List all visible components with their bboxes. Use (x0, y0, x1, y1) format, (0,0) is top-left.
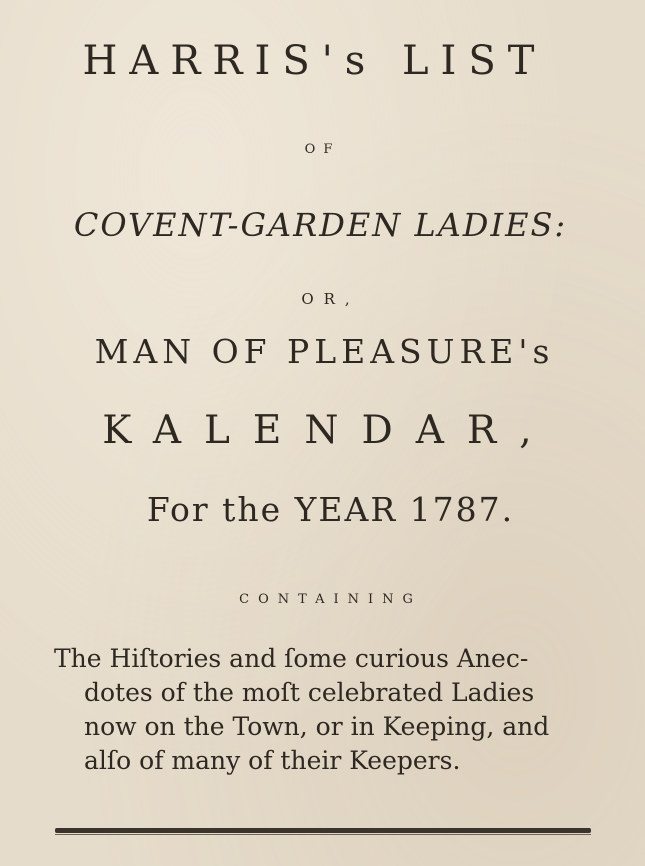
connector-or: OR, (301, 290, 360, 308)
year-line: For the YEAR 1787. (146, 490, 515, 529)
subtitle-italic: COVENT-GARDEN LADIES: (73, 206, 568, 244)
divider-rule-thin (55, 834, 591, 835)
paragraph-line: The Hiſtories and ſome curious Anec- (54, 644, 529, 673)
description-paragraph (54, 642, 614, 778)
kalendar-heading: KALENDAR, (102, 408, 555, 453)
paragraph-line: alſo of many of their Keepers. (84, 746, 461, 775)
paragraph-line: dotes of the moſt celebrated Ladies (84, 678, 535, 707)
connector-of: OF (304, 142, 341, 157)
paragraph-line: now on the Town, or in Keeping, and (84, 712, 550, 741)
main-title: HARRIS's LIST (82, 38, 547, 84)
containing-label: CONTAINING (239, 592, 422, 607)
divider-rule (55, 828, 591, 833)
alternate-title: MAN OF PLEASURE's (94, 332, 555, 371)
